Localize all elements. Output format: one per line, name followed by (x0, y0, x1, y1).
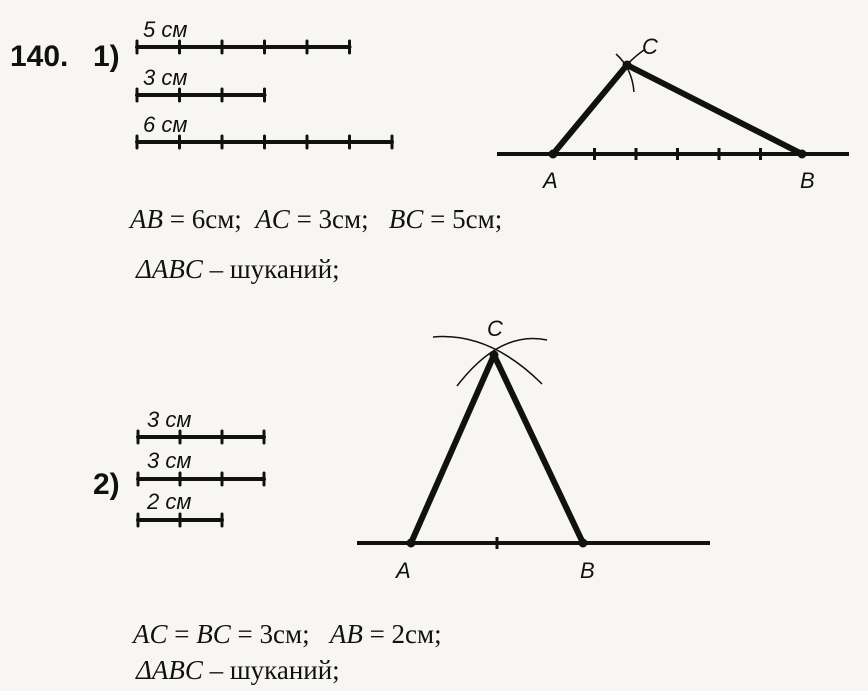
segment-label: 6 см (143, 112, 188, 137)
eq-value: = 3см; (289, 204, 369, 234)
part1-label: 1) (93, 40, 120, 73)
conclusion-text: – шуканий; (209, 254, 340, 284)
vertex-label-c: C (642, 34, 658, 59)
problem-number: 140. (10, 40, 69, 73)
vertex-label-c: C (487, 316, 503, 341)
segment-label: 3 см (147, 448, 192, 473)
eq-value: = 3см; (230, 619, 310, 649)
eq-term: AC (255, 204, 290, 234)
measured-segment (137, 41, 350, 53)
segment-label: 3 см (147, 407, 192, 432)
eq-value: = (167, 619, 197, 649)
point-a-2 (407, 539, 415, 547)
vertex-label-a: A (396, 558, 411, 583)
equation-1 (130, 206, 502, 233)
eq-term: AB (329, 619, 363, 649)
equation-2 (133, 621, 442, 648)
point-a-1 (549, 150, 557, 158)
eq-value: = 2см; (362, 619, 442, 649)
side-bc-1 (627, 65, 802, 154)
eq-value: = 6см; (163, 204, 242, 234)
measured-segment (137, 136, 392, 148)
point-c-2 (490, 351, 498, 359)
measured-segment (138, 431, 264, 443)
triangle-symbol: ΔABC (136, 254, 203, 284)
conclusion-2 (136, 657, 340, 684)
triangle-2 (357, 337, 710, 549)
side-ac-2 (411, 355, 494, 543)
segment-label: 3 см (143, 65, 188, 90)
vertex-label-b: B (800, 168, 815, 193)
segment-label: 2 см (147, 489, 192, 514)
eq-term: BC (388, 204, 424, 234)
triangle-1 (497, 50, 849, 160)
point-b-2 (579, 539, 587, 547)
triangle-symbol: ΔABC (136, 655, 203, 685)
eq-term: AC (133, 619, 168, 649)
point-b-1 (798, 150, 806, 158)
conclusion-1 (136, 256, 340, 283)
measured-segment (138, 514, 222, 526)
part2-label: 2) (93, 468, 120, 501)
point-c-1 (623, 61, 631, 69)
segment-label: 5 см (143, 17, 188, 42)
measured-segment (137, 89, 265, 101)
vertex-label-b: B (580, 558, 595, 583)
vertex-label-a: A (543, 168, 558, 193)
measured-segment (138, 473, 264, 485)
eq-term: AB (130, 204, 163, 234)
conclusion-text: – шуканий; (209, 655, 340, 685)
eq-term: BC (196, 619, 231, 649)
side-bc-2 (494, 355, 583, 543)
eq-value: = 5см; (423, 204, 503, 234)
